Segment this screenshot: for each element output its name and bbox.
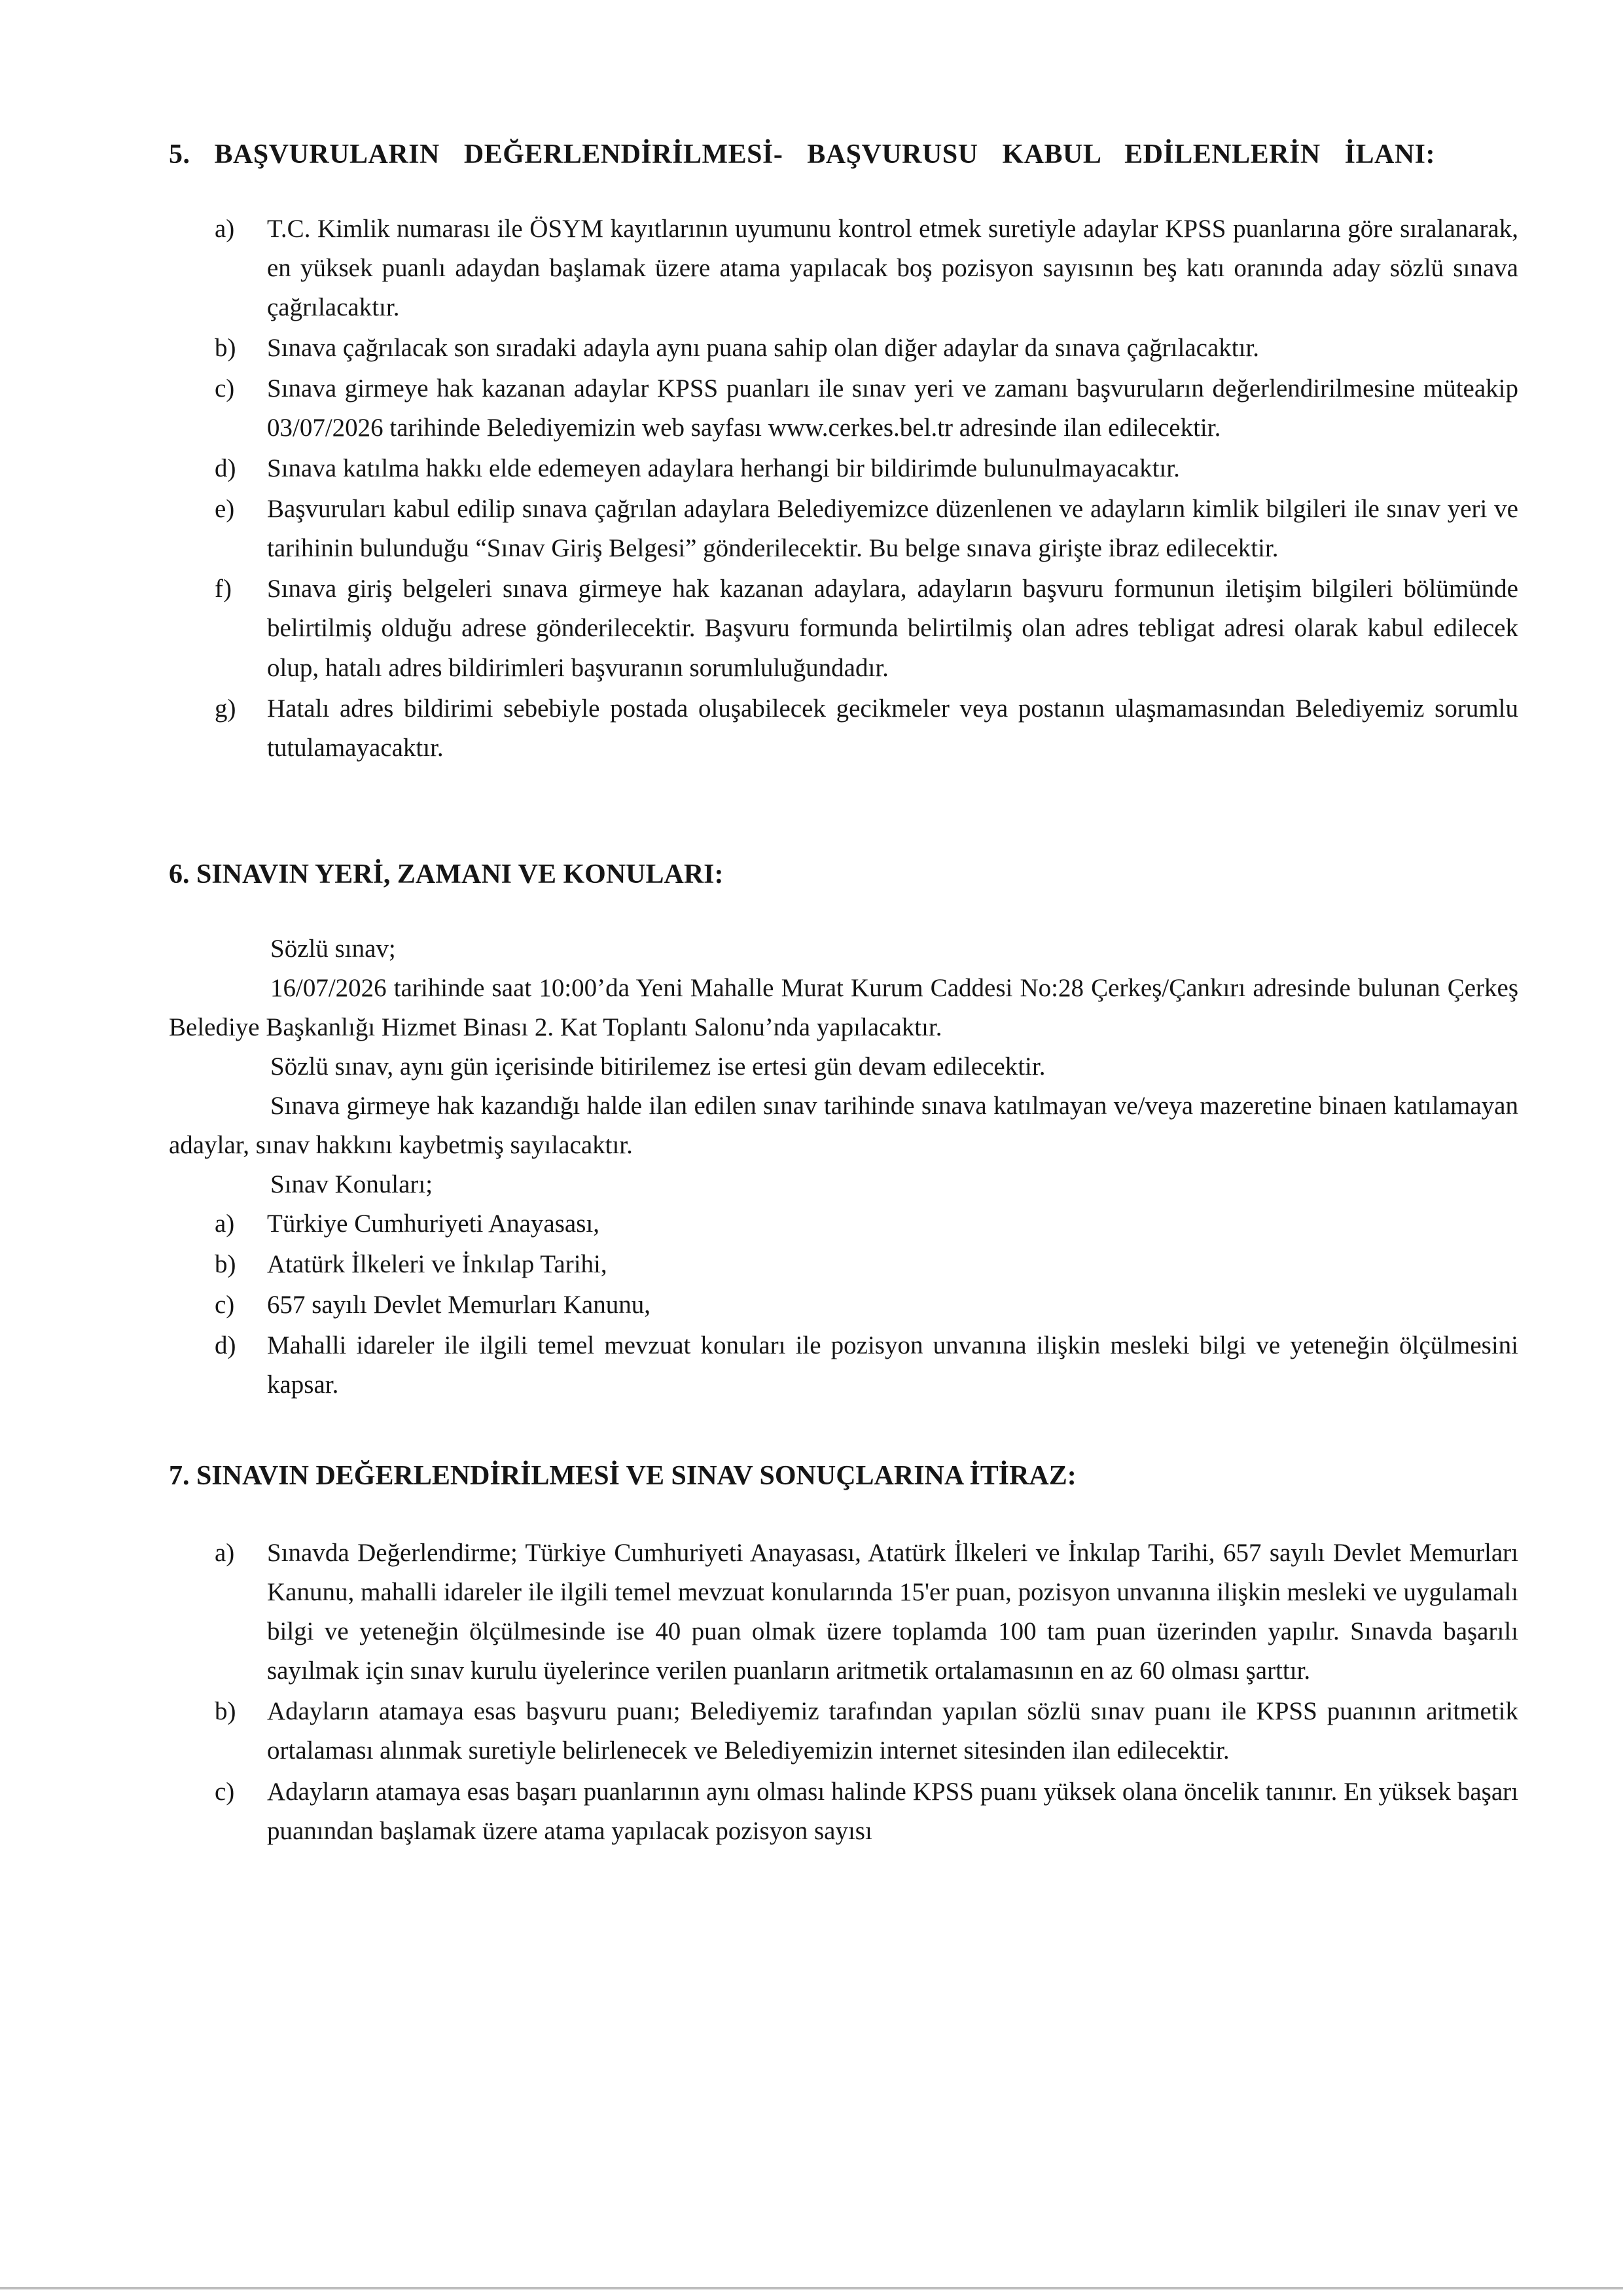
section-5	[169, 134, 1518, 768]
section-6-body	[169, 929, 1518, 1405]
item-marker: b)	[215, 334, 236, 363]
item-marker: g)	[215, 694, 236, 723]
list-item	[215, 1534, 1518, 1691]
item-marker: a)	[215, 215, 235, 243]
item-text: 657 sayılı Devlet Memurları Kanunu,	[267, 1291, 651, 1319]
item-marker: e)	[215, 495, 235, 524]
list-item	[215, 1285, 1518, 1325]
section-7	[169, 1456, 1518, 1850]
section-7-list	[169, 1534, 1518, 1850]
list-item	[215, 369, 1518, 448]
list-item	[215, 1692, 1518, 1770]
list-item	[215, 449, 1518, 488]
item-text: Adayların atamaya esas başarı puanlarının aynı olması halinde KPSS puanı yüksek olana öncelik tanınır. En yüksek başarı puanından başlamak üzere atama yapılacak pozisyon sayısı	[267, 1777, 1518, 1845]
list-item	[215, 569, 1518, 687]
list-item	[215, 1204, 1518, 1244]
item-text: Adayların atamaya esas başvuru puanı; Belediyemiz tarafından yapılan sözlü sınav puanı ile KPSS puanının aritmetik ortalaması alınmak suretiyle belirlenecek ve Belediyemizin internet sitesinden ilan edilecektir.	[267, 1697, 1518, 1765]
exam-topics-list	[169, 1204, 1518, 1405]
document-page	[169, 134, 1518, 1852]
item-text: Sınava giriş belgeleri sınava girmeye hak kazanan adaylara, adayların başvuru formunun iletişim bilgileri bölümünde belirtilmiş olduğu adrese gönderilecektir. Başvuru formunda belirtilmiş olan adres tebligat adresi olarak kabul edilecek olup, hatalı adres bildirimleri başvuranın sorumluluğundadır.	[267, 575, 1518, 682]
item-text: Atatürk İlkeleri ve İnkılap Tarihi,	[267, 1250, 607, 1279]
section-6-title: 6. SINAVIN YERİ, ZAMANI VE KONULARI:	[169, 859, 724, 889]
item-marker: d)	[215, 454, 236, 483]
list-item	[215, 209, 1518, 327]
item-text: Sınava çağrılacak son sıradaki adayla aynı puana sahip olan diğer adaylar da sınava çağrılacaktır.	[267, 334, 1260, 363]
list-item	[215, 329, 1518, 368]
item-marker: c)	[215, 374, 235, 403]
absence-paragraph: Sınava girmeye hak kazandığı halde ilan edilen sınav tarihinde sınava katılmayan ve/veya mazeretine binaen katılamayan adaylar, sınav hakkını kaybetmiş sayılacaktır.	[169, 1091, 1518, 1159]
item-marker: a)	[215, 1209, 235, 1238]
item-text: Başvuruları kabul edilip sınava çağrılan adaylara Belediyemizce düzenlenen ve adayların kimlik bilgileri ile sınav yeri ve tarihinin bulunduğu “Sınav Giriş Belgesi” gönderilecektir. Bu belge sınava girişte ibraz edilecektir.	[267, 495, 1518, 563]
item-text: Sınava katılma hakkı elde edemeyen adaylara herhangi bir bildirimde bulunulmayacaktır.	[267, 454, 1180, 483]
item-text: Sınavda Değerlendirme; Türkiye Cumhuriyeti Anayasası, Atatürk İlkeleri ve İnkılap Tarihi, 657 sayılı Devlet Memurları Kanunu, mahalli idareler ile ilgili temel mevzuat konularında 15'er puan, pozisyon unvanına ilişkin mesleki ve uygulamalı bilgi ve yeteneğin ölçülmesinde ise 40 puan olmak üzere toplamda 100 tam puan üzerinden yapılır. Sınavda başarılı sayılmak için sınav kurulu üyelerince verilen puanların aritmetik ortalamasının en az 60 olması şarttır.	[267, 1539, 1518, 1685]
item-marker: f)	[215, 575, 232, 603]
list-item	[215, 689, 1518, 768]
item-marker: a)	[215, 1539, 235, 1568]
section-5-list	[169, 209, 1518, 768]
item-marker: c)	[215, 1777, 235, 1806]
item-text: Türkiye Cumhuriyeti Anayasası,	[267, 1209, 599, 1238]
exam-location-paragraph: 16/07/2026 tarihinde saat 10:00’da Yeni Mahalle Murat Kurum Caddesi No:28 Çerkeş/Çankırı adresinde bulunan Çerkeş Belediye Başkanlığı Hizmet Binası 2. Kat Toplantı Salonu’nda yapılacaktır.	[169, 973, 1518, 1041]
list-item	[215, 1245, 1518, 1284]
exam-continuation-paragraph: Sözlü sınav, aynı gün içerisinde bitirilemez ise ertesi gün devam edilecektir.	[270, 1052, 1046, 1081]
item-marker: d)	[215, 1331, 236, 1360]
list-item	[215, 490, 1518, 568]
section-7-title: 7. SINAVIN DEĞERLENDİRİLMESİ VE SINAV SONUÇLARINA İTİRAZ:	[169, 1461, 1077, 1492]
item-marker: b)	[215, 1697, 236, 1726]
oral-exam-label: Sözlü sınav;	[270, 934, 396, 963]
item-text: Mahalli idareler ile ilgili temel mevzuat konuları ile pozisyon unvanına ilişkin mesleki bilgi ve yeteneğin ölçülmesini kapsar.	[267, 1331, 1518, 1399]
item-marker: c)	[215, 1291, 235, 1319]
item-text: T.C. Kimlik numarası ile ÖSYM kayıtlarının uyumunu kontrol etmek suretiyle adaylar KPSS puanlarına göre sıralanarak, en yüksek puanlı adaydan başlamak üzere atama yapılacak boş pozisyon sayısının beş katı oranında aday sözlü sınava çağrılacaktır.	[267, 215, 1518, 322]
item-marker: b)	[215, 1250, 236, 1279]
scan-bottom-edge	[0, 2287, 1623, 2289]
list-item	[215, 1326, 1518, 1405]
list-item	[215, 1772, 1518, 1851]
item-text: Hatalı adres bildirimi sebebiyle postada oluşabilecek gecikmeler veya postanın ulaşmamasından Belediyemiz sorumlu tutulamayacaktır.	[267, 694, 1518, 762]
exam-topics-label: Sınav Konuları;	[270, 1170, 433, 1198]
section-5-title: 5. BAŞVURULARIN DEĞERLENDİRİLMESİ- BAŞVURUSU KABUL EDİLENLERİN İLANI:	[169, 139, 1435, 170]
section-6	[169, 854, 1518, 1405]
item-text: Sınava girmeye hak kazanan adaylar KPSS puanları ile sınav yeri ve zamanı başvuruların değerlendirilmesine müteakip 03/07/2026 tarihinde Belediyemizin web sayfası www.cerkes.bel.tr adresinde ilan edilecektir.	[267, 374, 1518, 442]
